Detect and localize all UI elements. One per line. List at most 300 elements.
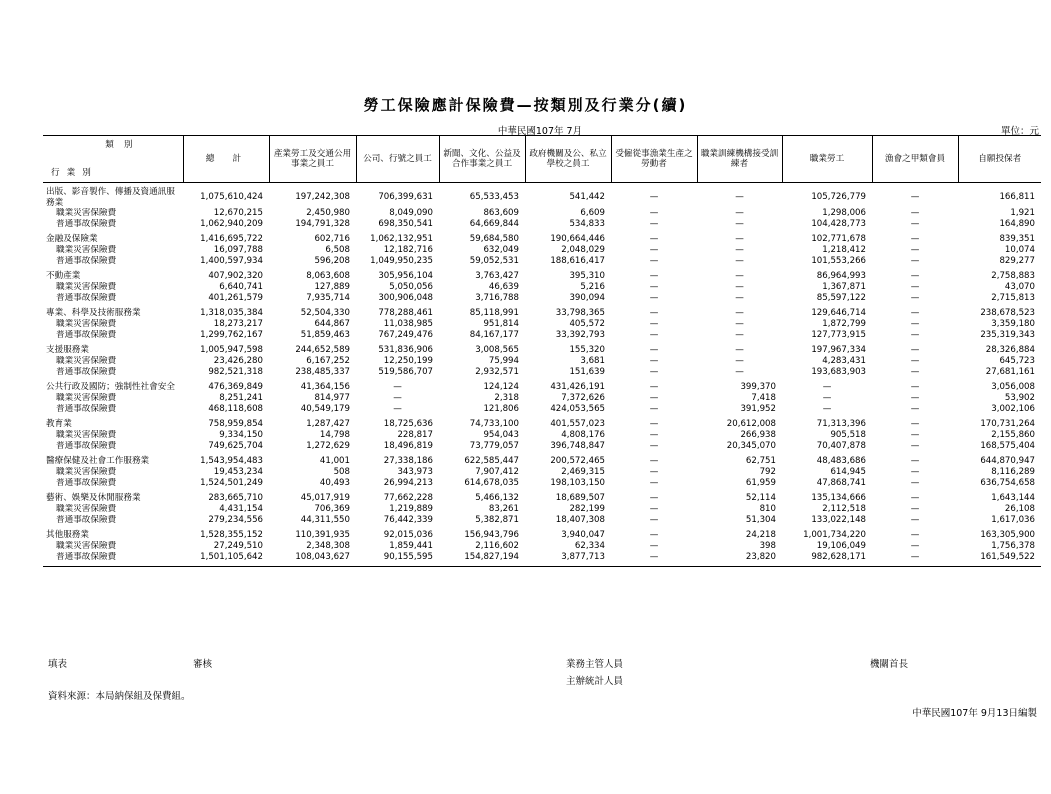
footer-review-label: 審核 (193, 659, 213, 670)
table-cell: 23,820 (745, 552, 776, 562)
table-cell: 305,956,104 (378, 271, 433, 281)
header-row (43, 136, 1041, 183)
premium-type-label: 職業災害保險費 (56, 282, 117, 292)
table-cell: 399,370 (740, 382, 776, 392)
table-cell: 6,167,252 (306, 356, 350, 366)
table-cell: 33,392,793 (555, 330, 605, 340)
table-cell: 2,450,980 (306, 208, 350, 218)
table-cell: — (910, 404, 920, 414)
table-cell: 645,723 (999, 356, 1035, 366)
table-cell: — (649, 467, 659, 477)
table-cell: 1,543,954,483 (200, 456, 263, 466)
table-row-sub (43, 367, 1041, 378)
table-cell: 19,106,049 (816, 541, 866, 551)
premium-type-label: 職業災害保險費 (56, 245, 117, 255)
table-cell: — (910, 393, 920, 403)
table-row-total (43, 526, 1041, 541)
table-cell: 16,097,788 (213, 245, 263, 255)
table-cell: 105,726,779 (811, 192, 866, 202)
table-cell: 8,116,289 (991, 467, 1035, 477)
premium-type-label: 普通事故保險費 (56, 330, 117, 340)
table-cell: 1,287,427 (306, 419, 350, 429)
table-cell: 164,890 (999, 219, 1035, 229)
table-cell: 398 (759, 541, 776, 551)
table-cell: — (393, 382, 402, 392)
table-cell: — (910, 419, 920, 429)
table-row-sub (43, 293, 1041, 304)
table-cell: 396,748,847 (550, 441, 605, 451)
table-cell: 44,311,550 (300, 515, 350, 525)
table-cell: 2,348,308 (306, 541, 350, 551)
table-cell: 77,662,228 (383, 493, 433, 503)
table-cell: — (393, 404, 402, 414)
table-cell: — (735, 308, 744, 318)
table-cell: 83,261 (488, 504, 519, 514)
table-cell: 10,074 (1004, 245, 1035, 255)
table-cell: 133,022,148 (811, 515, 866, 525)
table-cell: 238,485,337 (295, 367, 350, 377)
table-cell: 1,005,947,598 (200, 345, 263, 355)
table-cell: — (910, 441, 920, 451)
table-cell: 101,553,266 (811, 256, 866, 266)
table-cell: 644,870,947 (980, 456, 1035, 466)
table-cell: 395,310 (569, 271, 605, 281)
stub-category-label: 類別 (105, 140, 143, 150)
table-cell: 244,652,589 (295, 345, 350, 355)
table-cell: — (649, 192, 659, 202)
table-cell: 266,938 (740, 430, 776, 440)
table-cell: — (910, 504, 920, 514)
premium-type-label: 普通事故保險費 (56, 219, 117, 229)
table-cell: 6,640,741 (219, 282, 263, 292)
table-row-sub (43, 282, 1041, 293)
table-cell: — (735, 367, 744, 377)
col-header-fishermen-association: 漁會之甲類會員 (872, 136, 958, 183)
table-cell: 20,612,008 (726, 419, 776, 429)
table-cell: 476,369,849 (208, 382, 263, 392)
col-header-news-culture: 新聞、文化、公益及合作事業之員工 (439, 136, 525, 183)
table-cell: 1,298,006 (822, 208, 866, 218)
col-header-government-school: 政府機關及公、私立學校之員工 (525, 136, 611, 183)
table-cell: 401,557,023 (550, 419, 605, 429)
table-cell: 3,359,180 (991, 319, 1035, 329)
table-cell: 53,902 (1004, 393, 1035, 403)
table-cell: 84,167,177 (469, 330, 519, 340)
table-cell: 156,943,796 (464, 530, 519, 540)
table-cell: 1,049,950,235 (370, 256, 433, 266)
table-row-sub (43, 541, 1041, 552)
table-cell: 614,945 (830, 467, 866, 477)
table-cell: 27,681,161 (985, 367, 1035, 377)
table-cell: 20,345,070 (726, 441, 776, 451)
table-cell: 170,731,264 (980, 419, 1035, 429)
table-cell: 51,304 (745, 515, 776, 525)
table-cell: — (649, 356, 659, 366)
table-cell: 636,754,658 (980, 478, 1035, 488)
table-cell: 283,665,710 (208, 493, 263, 503)
table-cell: 52,114 (745, 493, 776, 503)
table-cell: 18,689,507 (555, 493, 605, 503)
table-cell: — (910, 330, 920, 340)
table-cell: — (649, 330, 659, 340)
table-cell: — (649, 404, 659, 414)
table-cell: 7,907,412 (475, 467, 519, 477)
table-cell: 468,118,608 (208, 404, 263, 414)
footer-agency-head-label: 機關首長 (870, 659, 909, 670)
table-cell: 12,670,215 (213, 208, 263, 218)
table-cell: 61,959 (745, 478, 776, 488)
col-header-occupational-workers: 職業勞工 (782, 136, 872, 183)
table-cell: — (649, 256, 659, 266)
table-row-sub (43, 330, 1041, 341)
table-cell: 197,967,334 (811, 345, 866, 355)
table-cell: — (649, 271, 659, 281)
table-cell: 26,994,213 (383, 478, 433, 488)
table-cell: 18,496,819 (383, 441, 433, 451)
table-cell: — (910, 367, 920, 377)
table-cell: 706,369 (314, 504, 350, 514)
table-cell: — (910, 493, 920, 503)
table-cell: 3,056,008 (991, 382, 1035, 392)
table-cell: 47,868,741 (816, 478, 866, 488)
table-cell: — (649, 293, 659, 303)
table-row-sub (43, 504, 1041, 515)
table-cell: — (910, 256, 920, 266)
table-cell: 12,182,716 (383, 245, 433, 255)
table-cell: 228,817 (397, 430, 433, 440)
table-cell: 4,808,176 (561, 430, 605, 440)
table-cell: 5,216 (580, 282, 605, 292)
table-cell: 1,872,799 (822, 319, 866, 329)
table-cell: — (735, 245, 744, 255)
table-row-sub (43, 552, 1041, 567)
table-cell: 59,684,580 (469, 234, 519, 244)
table-cell: — (822, 382, 832, 392)
table-cell: 391,952 (740, 404, 776, 414)
table-cell: 519,586,707 (378, 367, 433, 377)
industry-label: 出版、影音製作、傳播及資通訊服務業 (46, 187, 175, 208)
table-cell: 2,715,813 (991, 293, 1035, 303)
table-cell: 1,643,144 (991, 493, 1035, 503)
table-cell: 1,001,734,220 (803, 530, 866, 540)
table-cell: 792 (759, 467, 776, 477)
data-source-note: 資料來源：本局納保組及保費組。 (48, 691, 191, 702)
table-cell: — (910, 319, 920, 329)
table-cell: 407,902,320 (208, 271, 263, 281)
table-cell: — (649, 441, 659, 451)
table-cell: 135,134,666 (811, 493, 866, 503)
table-cell: 424,053,565 (550, 404, 605, 414)
table-cell: 602,716 (314, 234, 350, 244)
col-header-vocational-training: 職業訓練機構接受訓練者 (697, 136, 782, 183)
table-cell: 41,364,156 (300, 382, 350, 392)
table-cell: 810 (759, 504, 776, 514)
table-cell: 1,219,889 (389, 504, 433, 514)
premium-type-label: 職業災害保險費 (56, 467, 117, 477)
table-cell: 27,338,186 (383, 456, 433, 466)
table-cell: 839,351 (999, 234, 1035, 244)
premium-type-label: 普通事故保險費 (56, 293, 117, 303)
table-cell: 6,508 (325, 245, 350, 255)
table-cell: — (735, 330, 744, 340)
table-cell: 778,288,461 (378, 308, 433, 318)
industry-label: 藝術、娛樂及休閒服務業 (46, 493, 141, 504)
table-cell: 596,208 (314, 256, 350, 266)
table-cell: 1,921 (1010, 208, 1035, 218)
table-cell: — (910, 478, 920, 488)
table-cell: — (910, 467, 920, 477)
premium-type-label: 職業災害保險費 (56, 541, 117, 551)
col-header-total: 總計 (183, 136, 269, 183)
table-cell: 18,725,636 (383, 419, 433, 429)
industry-label: 金融及保險業 (46, 234, 98, 245)
table-cell: 41,001 (319, 456, 350, 466)
table-cell: 814,977 (314, 393, 350, 403)
table-cell: 1,528,355,152 (200, 530, 263, 540)
table-cell: 829,277 (999, 256, 1035, 266)
table-cell: 2,048,029 (561, 245, 605, 255)
table-cell: 8,063,608 (306, 271, 350, 281)
table-cell: 92,015,036 (383, 530, 433, 540)
table-cell: 3,763,427 (475, 271, 519, 281)
table-cell: — (649, 319, 659, 329)
table-cell: — (735, 282, 744, 292)
table-cell: 1,859,441 (389, 541, 433, 551)
table-cell: — (649, 367, 659, 377)
table-cell: — (735, 271, 744, 281)
table-cell: 1,272,629 (306, 441, 350, 451)
table-cell: 767,249,476 (378, 330, 433, 340)
table-cell: — (910, 456, 920, 466)
table-cell: 18,273,217 (213, 319, 263, 329)
table-cell: — (910, 382, 920, 392)
table-cell: — (910, 245, 920, 255)
table-cell: 7,935,714 (306, 293, 350, 303)
table-cell: — (910, 271, 920, 281)
table-cell: 127,889 (314, 282, 350, 292)
table-row-sub (43, 515, 1041, 526)
table-cell: 12,250,199 (383, 356, 433, 366)
table-cell: — (822, 393, 832, 403)
table-cell: 121,806 (483, 404, 519, 414)
table-cell: 14,798 (319, 430, 350, 440)
table-cell: 163,305,900 (980, 530, 1035, 540)
premium-type-label: 普通事故保險費 (56, 441, 117, 451)
table-cell: 614,678,035 (464, 478, 519, 488)
table-cell: 951,814 (483, 319, 519, 329)
table-row-sub (43, 430, 1041, 441)
table-cell: 19,453,234 (213, 467, 263, 477)
table-cell: 1,400,597,934 (200, 256, 263, 266)
table-cell: — (910, 356, 920, 366)
col-header-voluntary: 自願投保者 (958, 136, 1041, 183)
table-cell: 43,070 (1004, 282, 1035, 292)
table-cell: 129,646,714 (811, 308, 866, 318)
table-cell: 4,283,431 (822, 356, 866, 366)
table-cell: — (735, 192, 744, 202)
table-cell: 193,683,903 (811, 367, 866, 377)
table-cell: 5,466,132 (475, 493, 519, 503)
premium-type-label: 職業災害保險費 (56, 319, 117, 329)
table-cell: 3,008,565 (475, 345, 519, 355)
table-cell: 161,549,522 (980, 552, 1035, 562)
table-cell: 62,751 (745, 456, 776, 466)
premium-type-label: 普通事故保險費 (56, 256, 117, 266)
industry-label: 教育業 (46, 419, 72, 430)
industry-label: 支援服務業 (46, 345, 89, 356)
table-row-total (43, 415, 1041, 430)
insurance-premium-table (43, 135, 1041, 567)
table-cell: 40,549,179 (300, 404, 350, 414)
table-cell: 2,116,602 (475, 541, 519, 551)
table-cell: — (649, 515, 659, 525)
table-cell: 401,261,579 (208, 293, 263, 303)
table-cell: 23,426,280 (213, 356, 263, 366)
table-cell: 155,320 (569, 345, 605, 355)
table-cell: 166,811 (999, 192, 1035, 202)
table-cell: — (649, 504, 659, 514)
table-cell: 108,043,627 (295, 552, 350, 562)
table-body (43, 183, 1041, 567)
table-cell: 110,391,935 (295, 530, 350, 540)
table-row-sub (43, 441, 1041, 452)
table-cell: 279,234,556 (208, 515, 263, 525)
table-cell: 85,118,991 (469, 308, 519, 318)
table-cell: 622,585,447 (464, 456, 519, 466)
col-header-industry-transport: 產業勞工及交通公用事業之員工 (269, 136, 356, 183)
table-cell: 70,407,878 (816, 441, 866, 451)
table-cell: 282,199 (569, 504, 605, 514)
table-cell: — (735, 256, 744, 266)
table-cell: 1,075,610,424 (200, 192, 263, 202)
table-cell: — (822, 404, 832, 414)
table-cell: 390,094 (569, 293, 605, 303)
table-cell: — (649, 245, 659, 255)
stub-header (43, 136, 183, 183)
table-cell: 1,416,695,722 (200, 234, 263, 244)
table-cell: — (649, 530, 659, 540)
premium-type-label: 職業災害保險費 (56, 504, 117, 514)
table-cell: — (649, 234, 659, 244)
table-cell: 90,155,595 (383, 552, 433, 562)
table-cell: 2,469,315 (561, 467, 605, 477)
table-cell: — (910, 345, 920, 355)
premium-type-label: 普通事故保險費 (56, 478, 117, 488)
table-cell: — (910, 530, 920, 540)
table-cell: — (393, 393, 402, 403)
table-cell: 151,639 (569, 367, 605, 377)
table-cell: 300,906,048 (378, 293, 433, 303)
table-cell: 64,669,844 (469, 219, 519, 229)
table-cell: 982,628,171 (811, 552, 866, 562)
stub-industry-label: 行業別 (51, 168, 98, 178)
table-row-total (43, 489, 1041, 504)
table-cell: 343,973 (397, 467, 433, 477)
table-cell: 197,242,308 (295, 192, 350, 202)
industry-label: 公共行政及國防；強制性社會安全 (46, 382, 175, 393)
table-cell: 200,572,465 (550, 456, 605, 466)
col-header-fishery: 受僱從事漁業生產之勞動者 (611, 136, 697, 183)
table-cell: 59,052,531 (469, 256, 519, 266)
footer-fill-label: 填表 (48, 659, 68, 670)
table-cell: 905,518 (830, 430, 866, 440)
table-cell: 235,319,343 (980, 330, 1035, 340)
table-cell: 188,616,417 (550, 256, 605, 266)
table-cell: 2,932,571 (475, 367, 519, 377)
table-cell: — (910, 208, 920, 218)
table-cell: 3,877,713 (561, 552, 605, 562)
table-cell: 3,716,788 (475, 293, 519, 303)
table-cell: 534,833 (569, 219, 605, 229)
table-cell: 2,758,883 (991, 271, 1035, 281)
table-cell: 431,426,191 (550, 382, 605, 392)
table-cell: 198,103,150 (550, 478, 605, 488)
table-cell: 45,017,919 (300, 493, 350, 503)
table-cell: — (910, 552, 920, 562)
table-cell: 62,334 (574, 541, 605, 551)
table-cell: 6,609 (580, 208, 605, 218)
table-cell: 1,501,105,642 (200, 552, 263, 562)
table-row-sub (43, 356, 1041, 367)
table-cell: 531,836,906 (378, 345, 433, 355)
table-cell: 18,407,308 (555, 515, 605, 525)
table-cell: 1,299,762,167 (200, 330, 263, 340)
table-cell: 508 (333, 467, 350, 477)
table-cell: — (735, 208, 744, 218)
table-cell: 8,049,090 (389, 208, 433, 218)
table-row-sub (43, 478, 1041, 489)
table-cell: 3,940,047 (561, 530, 605, 540)
table-cell: 86,964,993 (816, 271, 866, 281)
table-cell: 1,062,940,209 (200, 219, 263, 229)
report-period: 中華民國107年 7月 (497, 126, 583, 137)
table-cell: 104,428,773 (811, 219, 866, 229)
premium-type-label: 普通事故保險費 (56, 367, 117, 377)
table-row-sub (43, 393, 1041, 404)
table-cell: 24,218 (745, 530, 776, 540)
table-cell: — (735, 219, 744, 229)
document-title: 勞工保險應計保險費—按類別及行業分(續) (363, 96, 688, 114)
industry-label: 專業、科學及技術服務業 (46, 308, 141, 319)
table-cell: 46,639 (488, 282, 519, 292)
table-cell: 102,771,678 (811, 234, 866, 244)
table-cell: 127,773,915 (811, 330, 866, 340)
table-cell: 5,382,871 (475, 515, 519, 525)
premium-type-label: 普通事故保險費 (56, 515, 117, 525)
table-cell: 2,318 (494, 393, 519, 403)
table-cell: — (910, 293, 920, 303)
table-cell: — (735, 345, 744, 355)
table-cell: 7,372,626 (561, 393, 605, 403)
table-cell: 1,367,871 (822, 282, 866, 292)
table-cell: 863,609 (483, 208, 519, 218)
table-cell: — (649, 308, 659, 318)
table-row-total (43, 378, 1041, 393)
premium-type-label: 普通事故保險費 (56, 552, 117, 562)
table-cell: 52,504,330 (300, 308, 350, 318)
table-cell: 51,859,463 (300, 330, 350, 340)
table-row-sub (43, 245, 1041, 256)
table-cell: — (649, 478, 659, 488)
table-cell: — (910, 541, 920, 551)
premium-type-label: 職業災害保險費 (56, 430, 117, 440)
table-cell: — (649, 345, 659, 355)
industry-label: 醫療保健及社會工作服務業 (46, 456, 150, 467)
table-row-total (43, 304, 1041, 319)
table-cell: 2,112,518 (822, 504, 866, 514)
table-cell: 76,442,339 (383, 515, 433, 525)
table-cell: 238,678,523 (980, 308, 1035, 318)
